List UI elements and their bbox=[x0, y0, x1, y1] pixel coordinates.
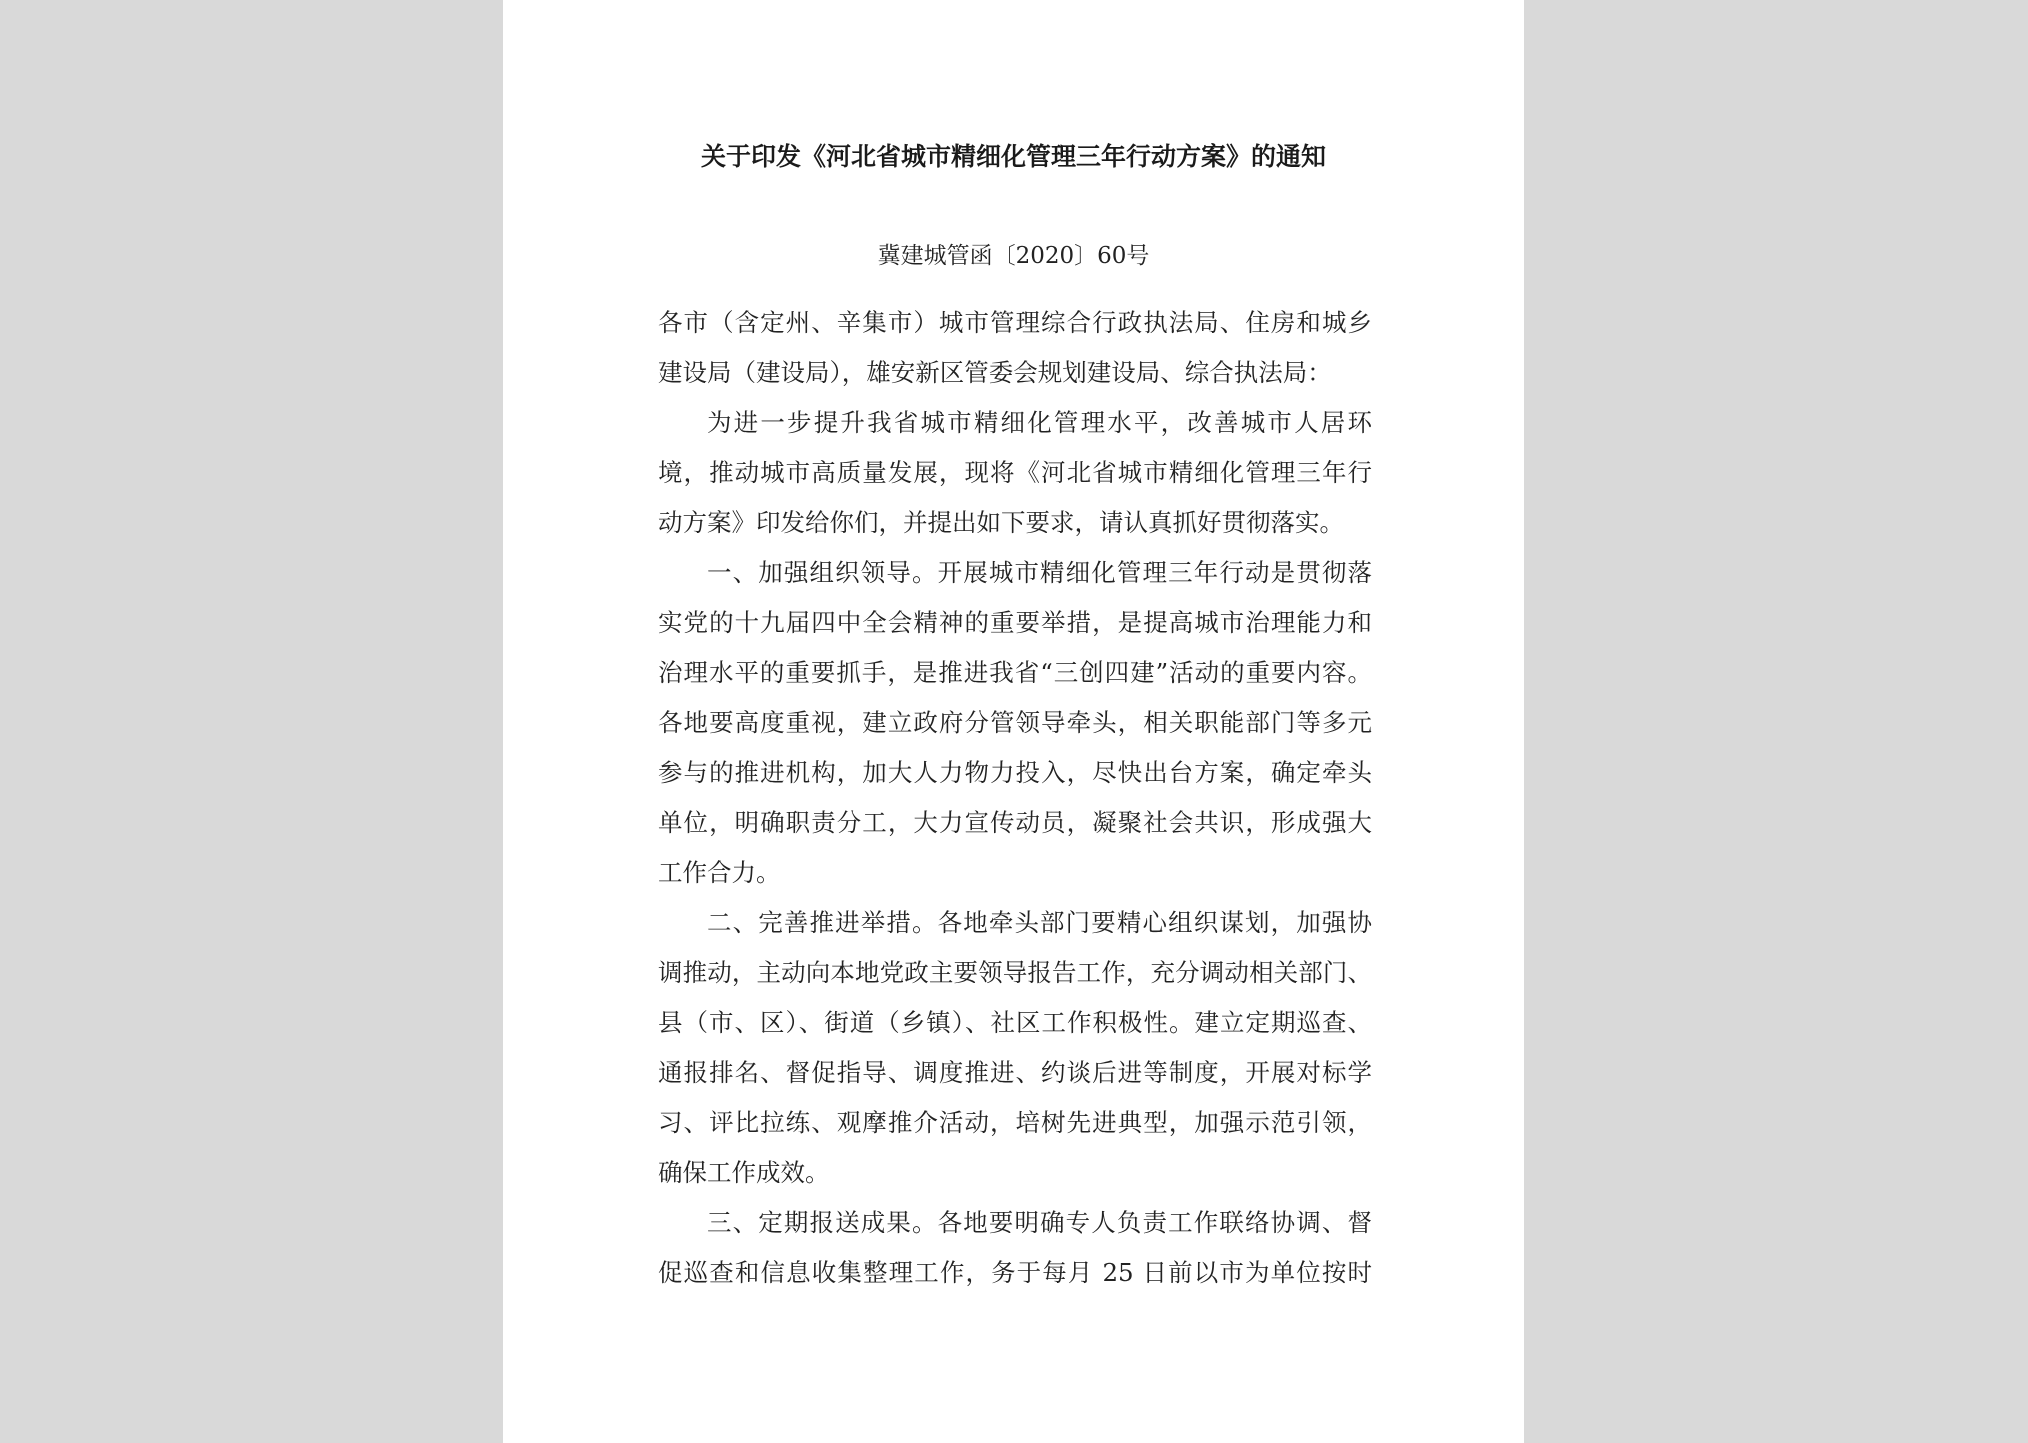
body-line: 习、评比拉练、观摩推介活动，培树先进典型，加强示范引领， bbox=[658, 1108, 1372, 1137]
body-line: 调推动，主动向本地党政主要领导报告工作，充分调动相关部门、 bbox=[658, 958, 1372, 987]
document-page bbox=[503, 0, 1524, 1443]
body-line: 县（市、区）、街道（乡镇）、社区工作积极性。建立定期巡查、 bbox=[658, 1008, 1372, 1037]
document-title: 关于印发《河北省城市精细化管理三年行动方案》的通知 bbox=[700, 142, 1326, 171]
body-line: 动方案》印发给你们，并提出如下要求，请认真抓好贯彻落实。 bbox=[658, 508, 1344, 537]
body-line: 促巡查和信息收集整理工作，务于每月 25 日前以市为单位按时 bbox=[658, 1258, 1372, 1287]
body-line: 一、加强组织领导。开展城市精细化管理三年行动是贯彻落 bbox=[707, 558, 1372, 587]
body-line: 各市（含定州、辛集市）城市管理综合行政执法局、住房和城乡 bbox=[658, 308, 1372, 337]
body-line: 境，推动城市高质量发展，现将《河北省城市精细化管理三年行 bbox=[658, 458, 1372, 487]
body-line: 确保工作成效。 bbox=[658, 1158, 830, 1187]
body-line: 通报排名、督促指导、调度推进、约谈后进等制度，开展对标学 bbox=[658, 1058, 1372, 1087]
document-number: 冀建城管函〔2020〕60号 bbox=[877, 243, 1150, 269]
body-line: 工作合力。 bbox=[658, 858, 781, 887]
body-line: 实党的十九届四中全会精神的重要举措，是提高城市治理能力和 bbox=[658, 608, 1372, 637]
document-body bbox=[658, 298, 1372, 1298]
body-line: 各地要高度重视，建立政府分管领导牵头，相关职能部门等多元 bbox=[658, 708, 1372, 737]
body-line: 参与的推进机构，加大人力物力投入，尽快出台方案，确定牵头 bbox=[658, 758, 1372, 787]
body-line: 三、定期报送成果。各地要明确专人负责工作联络协调、督 bbox=[707, 1208, 1372, 1237]
body-line: 治理水平的重要抓手，是推进我省“三创四建”活动的重要内容。 bbox=[658, 658, 1372, 687]
body-line: 单位，明确职责分工，大力宣传动员，凝聚社会共识，形成强大 bbox=[658, 808, 1372, 837]
body-line: 为进一步提升我省城市精细化管理水平，改善城市人居环 bbox=[707, 408, 1372, 437]
body-line: 二、完善推进举措。各地牵头部门要精心组织谋划，加强协 bbox=[707, 908, 1372, 937]
body-line: 建设局（建设局），雄安新区管委会规划建设局、综合执法局： bbox=[658, 358, 1332, 387]
